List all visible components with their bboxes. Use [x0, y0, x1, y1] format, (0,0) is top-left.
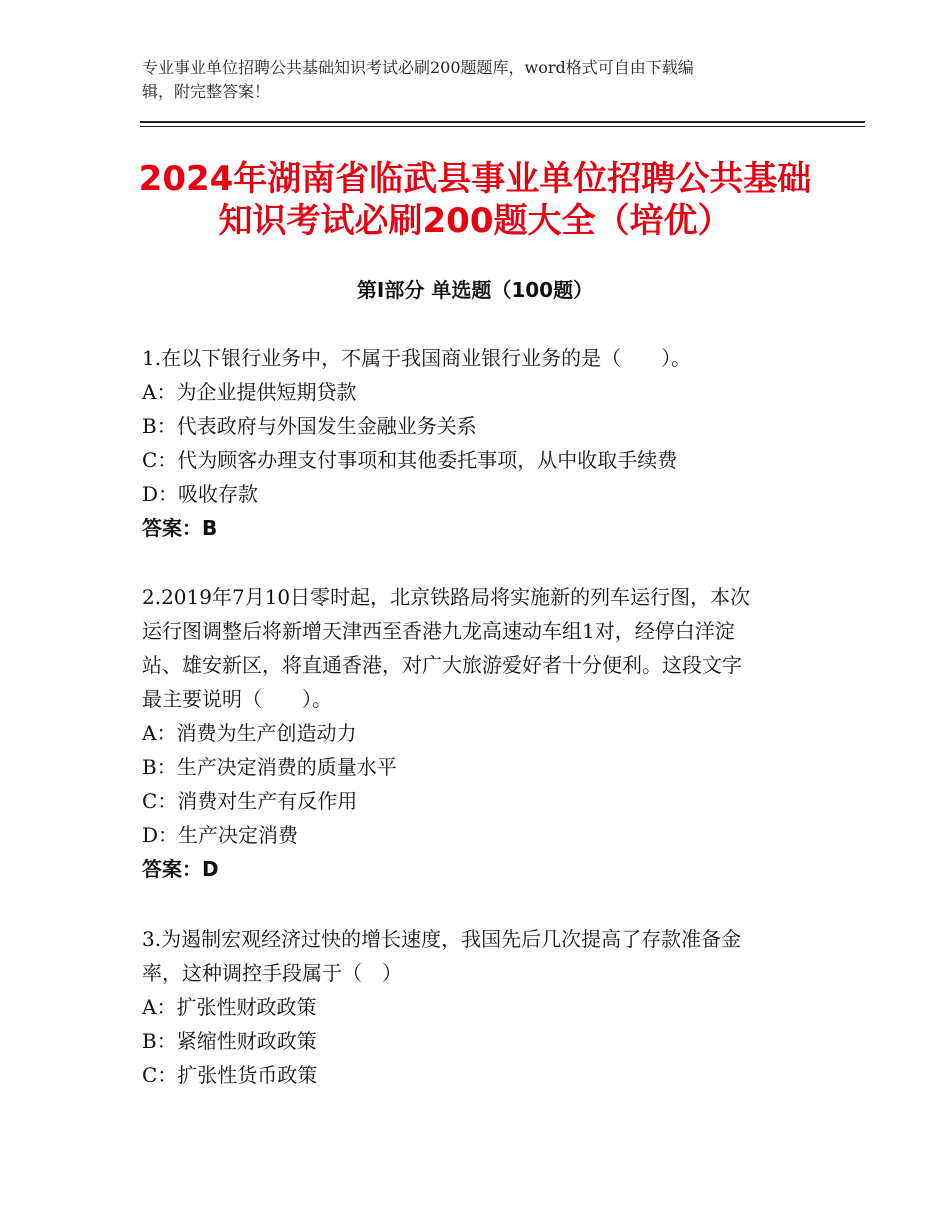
question-2-option-c: C：消费对生产有反作用: [142, 789, 358, 813]
header-note: [142, 56, 802, 104]
header-rule-thin: [140, 126, 865, 127]
header-rule-thick: [140, 121, 865, 123]
question-2-stem-line-4: 最主要说明（ ）。: [142, 687, 332, 711]
header-note-line-2: 辑，附完整答案！: [142, 82, 271, 101]
question-1: [142, 341, 807, 545]
question-2-stem-line-2: 运行图调整后将新增天津西至香港九龙高速动车组1对，经停白洋淀: [142, 619, 735, 643]
question-1-answer: 答案：B: [142, 516, 218, 540]
question-3-option-c: C：扩张性货币政策: [142, 1063, 318, 1087]
section-title: 第Ⅰ部分 单选题（100题）: [356, 278, 594, 302]
document-title-line-2: 知识考试必刷200题大全（培优）: [218, 201, 732, 241]
question-2-option-b: B：生产决定消费的质量水平: [142, 755, 397, 779]
document-title: [100, 158, 850, 242]
question-2: [142, 580, 807, 886]
question-3-stem-line-1: 3.为遏制宏观经济过快的增长速度，我国先后几次提高了存款准备金: [142, 927, 742, 951]
question-1-option-b: B：代表政府与外国发生金融业务关系: [142, 414, 477, 438]
question-3: [142, 922, 807, 1092]
question-1-stem: 1.在以下银行业务中，不属于我国商业银行业务的是（ ）。: [142, 346, 692, 370]
question-2-stem-line-1: 2.2019年7月10日零时起，北京铁路局将实施新的列车运行图，本次: [142, 585, 751, 609]
question-3-option-b: B：紧缩性财政政策: [142, 1029, 317, 1053]
question-2-answer: 答案：D: [142, 857, 219, 881]
question-2-option-a: A：消费为生产创造动力: [142, 721, 357, 745]
document-title-line-1: 2024年湖南省临武县事业单位招聘公共基础: [138, 159, 812, 199]
question-1-option-d: D：吸收存款: [142, 482, 259, 506]
question-3-stem-line-2: 率，这种调控手段属于（ ）: [142, 961, 402, 985]
question-2-stem-line-3: 站、雄安新区，将直通香港，对广大旅游爱好者十分便利。这段文字: [142, 653, 742, 677]
question-1-option-c: C：代为顾客办理支付事项和其他委托事项，从中收取手续费: [142, 448, 678, 472]
question-2-option-d: D：生产决定消费: [142, 823, 299, 847]
header-note-line-1: 专业事业单位招聘公共基础知识考试必刷200题题库，word格式可自由下载编: [142, 58, 694, 77]
question-3-option-a: A：扩张性财政政策: [142, 995, 317, 1019]
question-1-option-a: A：为企业提供短期贷款: [142, 380, 357, 404]
